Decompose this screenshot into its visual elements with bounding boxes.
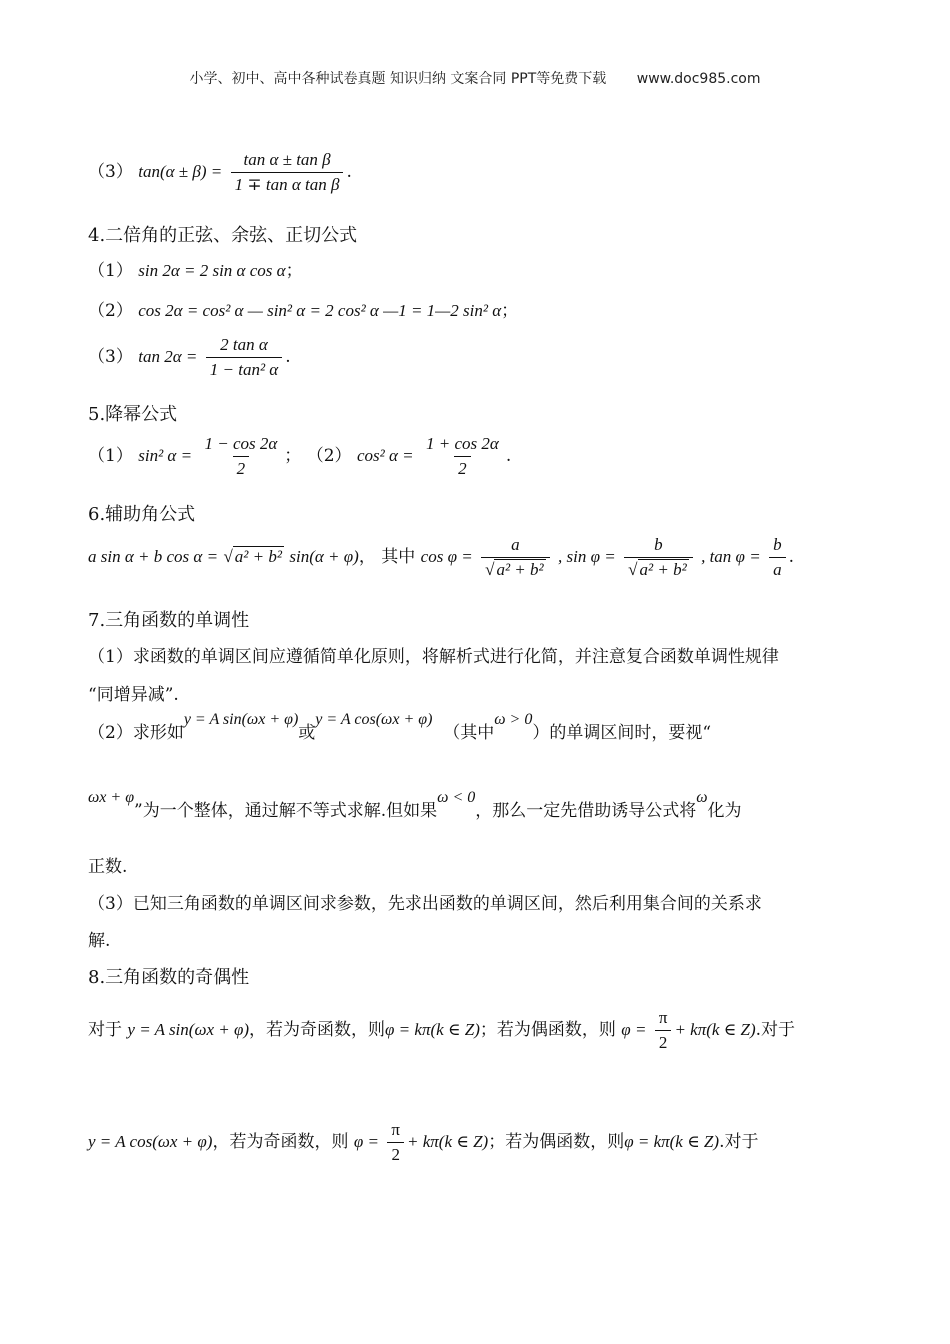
header-text: 小学、初中、高中各种试卷真题 知识归纳 文案合同 PPT等免费下载 xyxy=(189,71,607,87)
formula-cos2a xyxy=(88,296,518,321)
comma: ， xyxy=(358,547,376,567)
omega: ω xyxy=(696,789,708,806)
numerator: 2 tan α xyxy=(220,335,268,354)
end: . xyxy=(505,446,512,466)
formula: ωx + φ xyxy=(88,789,135,806)
even-condition: φ = kπ(k ∈ Z) xyxy=(624,1132,720,1151)
function: y = A cos(ωx + φ) xyxy=(88,1132,213,1151)
odd-lhs: φ = xyxy=(353,1132,379,1151)
s7-para-4: 正数. xyxy=(88,857,128,877)
section-5-title: 5.降幂公式 xyxy=(88,404,178,425)
denominator: 1 − tan² α xyxy=(206,357,282,380)
label-1: （1） xyxy=(88,446,133,466)
fraction xyxy=(231,150,344,195)
denominator: a xyxy=(769,557,786,580)
denominator: 2 xyxy=(454,456,471,479)
numerator: 1 − cos 2α xyxy=(204,434,278,453)
even-rhs: + kπ(k ∈ Z) xyxy=(674,1020,756,1039)
lhs: tan 2α = xyxy=(138,347,198,366)
numerator: 1 + cos 2α xyxy=(426,434,499,453)
s8-line-1 xyxy=(88,1008,795,1053)
end: . xyxy=(346,162,352,182)
numerator: π xyxy=(391,1120,400,1139)
label: （3） xyxy=(88,162,133,182)
label: （1） xyxy=(88,261,133,281)
lhs-2: cos² α = xyxy=(356,446,414,465)
text-or: 或 xyxy=(298,723,316,743)
end: ； xyxy=(501,301,519,321)
even-fraction xyxy=(655,1008,672,1053)
cos-fraction: $\frac{a}{\text{√ a² + b²}}$ xyxy=(481,535,550,580)
page-header xyxy=(0,68,950,88)
section-4-title: 4.二倍角的正弦、余弦、正切公式 xyxy=(88,225,358,246)
numerator: π xyxy=(658,1008,668,1027)
text-b: ；若为偶函数，则 xyxy=(488,1132,625,1152)
sin-fraction: $\frac{b}{\text{√ a² + b²}}$ xyxy=(624,535,693,580)
section-6-title: 6.辅助角公式 xyxy=(88,504,196,525)
denominator: 1 ∓ tan α tan β xyxy=(231,172,344,195)
where-label: 其中 xyxy=(381,547,416,567)
label-2: （2） xyxy=(306,446,352,466)
text-b: ，那么一定先借助诱导公式将 xyxy=(475,801,697,821)
fraction-2 xyxy=(422,434,503,479)
s7-para-1b: “同增异减”. xyxy=(88,685,179,705)
denominator: 2 xyxy=(655,1030,672,1053)
separator: ； xyxy=(284,446,302,466)
text-c: ）的单调区间时，要视“ xyxy=(532,723,712,743)
text-b: （其中 xyxy=(443,723,495,743)
expr: sin 2α = 2 sin α cos α xyxy=(138,261,286,280)
fraction-1 xyxy=(200,434,281,479)
text-c: .对于 xyxy=(719,1132,759,1152)
function: y = A sin(ωx + φ) xyxy=(127,1020,250,1039)
s7-para-3 xyxy=(88,789,742,821)
section-8-title: 8.三角函数的奇偶性 xyxy=(88,967,250,988)
odd-fraction xyxy=(387,1120,404,1165)
denominator: 2 xyxy=(387,1142,404,1165)
expr: cos 2α = cos² α — sin² α = 2 cos² α —1 = 1—2 sin² α xyxy=(138,301,502,320)
numerator: b xyxy=(773,535,782,554)
text-a: （2）求形如 xyxy=(88,723,184,743)
sin-lhs: , sin φ = xyxy=(558,547,616,566)
text-d: .对于 xyxy=(755,1020,796,1040)
sqrt-arg: a² + b² xyxy=(234,547,282,566)
s8-line-2 xyxy=(88,1120,758,1165)
formula-auxiliary-angle: a sin α + b cos α = √ a² + b² sin(α + φ)， 其中 cos φ = $\frac{a}{\text{√ a² + b²}}$ , sin φ = $\frac{b}{\text{√ a² + b²}}$ , tan φ = $\frac{b}{a}$ . xyxy=(88,535,794,579)
s7-para-5a: （3）已知三角函数的单调区间求参数，先求出函数的单调区间，然后利用集合间的关系求 xyxy=(88,894,762,914)
end: ； xyxy=(285,261,303,281)
formula-power-reduction xyxy=(88,434,511,479)
odd-condition: φ = kπ(k ∈ Z) xyxy=(385,1020,480,1039)
header-url[interactable]: www.doc985.com xyxy=(636,71,761,87)
numerator: a xyxy=(511,535,520,554)
formula-1: y = A sin(ωx + φ) xyxy=(183,711,299,728)
end: . xyxy=(285,347,291,367)
label: （3） xyxy=(88,347,133,367)
formula-sin2a xyxy=(88,256,303,281)
odd-rhs: + kπ(k ∈ Z) xyxy=(407,1132,489,1151)
label: （2） xyxy=(88,301,133,321)
tan-fraction xyxy=(769,535,786,580)
text-c: ；若为偶函数，则 xyxy=(479,1020,616,1040)
tan-lhs: , tan φ = xyxy=(701,547,761,566)
text-a: ，若为奇函数，则 xyxy=(212,1132,349,1152)
s7-para-2 xyxy=(88,711,712,743)
formula-tan2a xyxy=(88,335,291,380)
formula-2: y = A cos(ωx + φ) xyxy=(315,711,433,728)
section-7-title: 7.三角函数的单调性 xyxy=(88,610,250,631)
denominator: a² + b² xyxy=(639,560,687,579)
cos-lhs: cos φ = xyxy=(420,547,473,566)
even-lhs: φ = xyxy=(621,1020,647,1039)
text-a: ”为一个整体，通过解不等式求解.但如果 xyxy=(134,801,438,821)
lhs: tan(α ± β) = xyxy=(138,162,223,181)
text-a: 对于 xyxy=(88,1020,122,1040)
text-c: 化为 xyxy=(707,801,742,821)
text-b: ，若为奇函数，则 xyxy=(249,1020,386,1040)
lhs: a sin α + b cos α = xyxy=(88,547,219,566)
end: . xyxy=(788,547,794,567)
s7-para-1a: （1）求函数的单调区间应遵循简单化原则，将解析式进行化简，并注意复合函数单调性规律 xyxy=(88,647,779,667)
denominator: a² + b² xyxy=(496,560,544,579)
s7-para-5b: 解. xyxy=(88,931,111,951)
numerator: tan α ± tan β xyxy=(243,150,331,169)
denominator: 2 xyxy=(233,456,250,479)
numerator: b xyxy=(654,535,663,554)
condition: ω > 0 xyxy=(494,711,533,728)
condition: ω < 0 xyxy=(437,789,476,806)
formula-tan-sum xyxy=(88,150,352,195)
lhs-1: sin² α = xyxy=(138,446,193,465)
fraction xyxy=(206,335,282,380)
rhs: sin(α + φ) xyxy=(289,547,359,566)
